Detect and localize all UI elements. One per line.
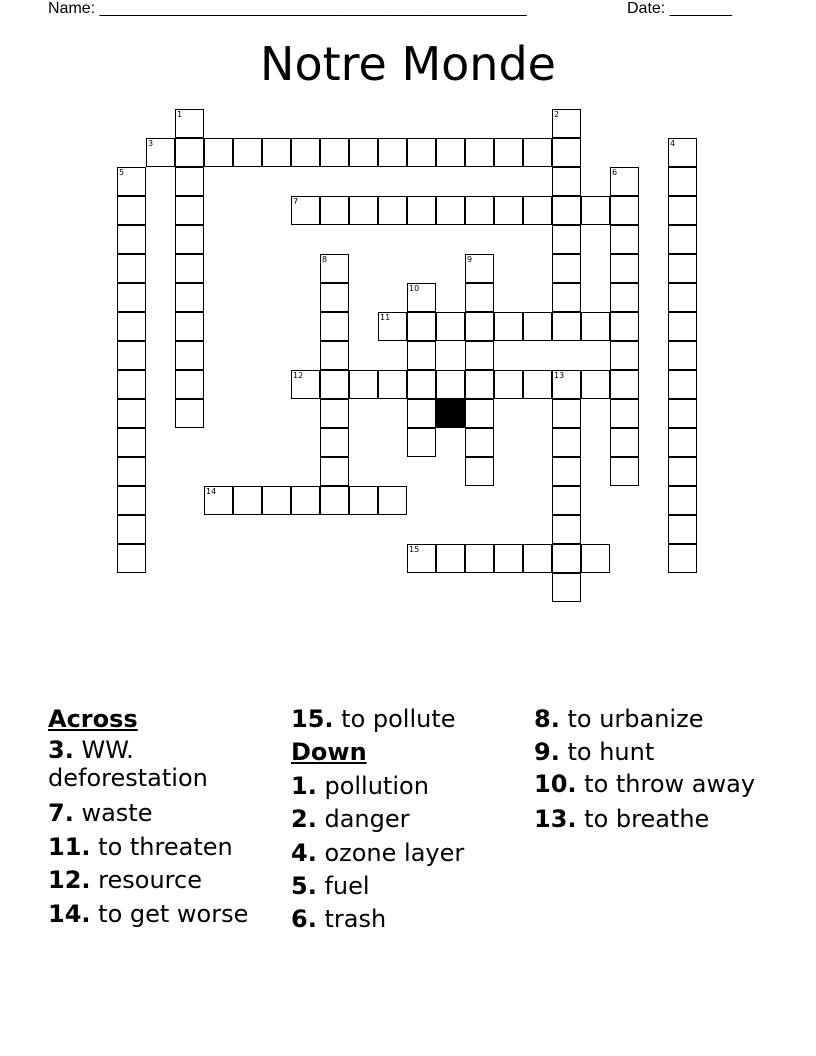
grid-cell[interactable] (668, 399, 697, 428)
grid-cell[interactable] (552, 167, 581, 196)
cell-number: 15 (409, 545, 420, 554)
grid-cell[interactable] (117, 544, 146, 573)
down-clue-8 (534, 703, 766, 736)
clue-number: 15. (291, 705, 334, 733)
clue-number: 14. (48, 899, 91, 928)
grid-cell[interactable] (552, 515, 581, 544)
grid-cell[interactable] (262, 486, 291, 515)
grid-cell[interactable] (291, 196, 320, 225)
cell-number: 4 (670, 139, 676, 148)
across-clue-3 (48, 736, 280, 792)
clue-text: resource (98, 866, 202, 895)
date-field-label: Date: _______ (627, 0, 732, 17)
grid-cell[interactable] (291, 138, 320, 167)
grid-cell[interactable] (610, 428, 639, 457)
cell-number: 11 (380, 313, 391, 322)
grid-cell[interactable] (552, 573, 581, 602)
clue-number: 7. (48, 799, 74, 828)
clue-text: trash (324, 905, 387, 934)
grid-cell[interactable] (117, 370, 146, 399)
grid-cell[interactable] (552, 428, 581, 457)
grid-cell[interactable] (523, 370, 552, 399)
grid-cell[interactable] (552, 399, 581, 428)
grid-cell[interactable] (552, 283, 581, 312)
clue-column-1 (48, 703, 280, 931)
grid-cell[interactable] (204, 138, 233, 167)
cell-number: 13 (554, 371, 565, 380)
cell-number: 14 (206, 487, 217, 496)
clue-number: 4. (291, 838, 317, 867)
grid-cell[interactable] (523, 544, 552, 573)
grid-cell[interactable] (581, 196, 610, 225)
clue-text: to urbanize (567, 705, 704, 733)
grid-cell[interactable] (494, 196, 523, 225)
grid-cell[interactable] (552, 457, 581, 486)
grid-cell[interactable] (465, 428, 494, 457)
cell-number: 8 (322, 255, 328, 264)
cell-number: 10 (409, 284, 420, 293)
grid-cell[interactable] (291, 370, 320, 399)
grid-cell[interactable] (349, 486, 378, 515)
across-clue-7 (48, 797, 280, 830)
grid-cell[interactable] (117, 283, 146, 312)
grid-cell[interactable] (668, 312, 697, 341)
grid-cell[interactable] (668, 138, 697, 167)
clue-number: 11. (48, 832, 91, 861)
down-clue-5 (291, 870, 523, 903)
grid-cell[interactable] (378, 196, 407, 225)
grid-cell[interactable] (610, 457, 639, 486)
grid-cell[interactable] (175, 196, 204, 225)
grid-cell[interactable] (552, 225, 581, 254)
clue-text: ozone layer (324, 838, 465, 867)
grid-cell[interactable] (233, 138, 262, 167)
grid-cell[interactable] (291, 486, 320, 515)
across-clue-11 (48, 831, 280, 864)
grid-cell[interactable] (610, 167, 639, 196)
grid-cell[interactable] (494, 312, 523, 341)
grid-cell[interactable] (378, 138, 407, 167)
grid-cell[interactable] (436, 544, 465, 573)
down-heading: Down (291, 738, 367, 767)
grid-cell[interactable] (668, 225, 697, 254)
grid-cell[interactable] (581, 312, 610, 341)
grid-cell[interactable] (668, 167, 697, 196)
grid-cell[interactable] (610, 283, 639, 312)
page-title: Notre Monde (260, 37, 556, 91)
grid-cell[interactable] (320, 341, 349, 370)
grid-cell[interactable] (378, 486, 407, 515)
cell-number: 1 (177, 110, 183, 119)
grid-cell[interactable] (175, 370, 204, 399)
grid-cell[interactable] (320, 138, 349, 167)
black-cell (436, 399, 465, 428)
grid-cell[interactable] (465, 341, 494, 370)
clue-text: danger (324, 805, 410, 834)
grid-cell[interactable] (465, 399, 494, 428)
grid-cell[interactable] (668, 428, 697, 457)
down-clue-1 (291, 770, 523, 803)
clue-number: 1. (291, 771, 317, 800)
clue-number: 3. (48, 736, 74, 765)
cell-number: 5 (119, 168, 125, 177)
grid-cell[interactable] (610, 225, 639, 254)
grid-cell[interactable] (465, 283, 494, 312)
grid-cell[interactable] (175, 254, 204, 283)
grid-cell[interactable] (552, 544, 581, 573)
grid-cell[interactable] (552, 138, 581, 167)
down-clue-13 (534, 803, 766, 836)
grid-cell[interactable] (668, 544, 697, 573)
grid-cell[interactable] (349, 196, 378, 225)
grid-cell[interactable] (378, 370, 407, 399)
grid-cell[interactable] (494, 544, 523, 573)
grid-cell[interactable] (668, 486, 697, 515)
clue-text: pollution (324, 771, 429, 800)
grid-cell[interactable] (117, 312, 146, 341)
grid-cell[interactable] (668, 370, 697, 399)
cell-number: 2 (554, 110, 560, 119)
cell-number: 3 (148, 139, 154, 148)
grid-cell[interactable] (523, 196, 552, 225)
grid-cell[interactable] (320, 486, 349, 515)
cell-number: 12 (293, 371, 304, 380)
grid-cell[interactable] (581, 370, 610, 399)
clue-number: 8. (534, 705, 560, 733)
grid-cell[interactable] (175, 399, 204, 428)
grid-cell[interactable] (117, 254, 146, 283)
grid-cell[interactable] (552, 196, 581, 225)
clue-text: to throw away (584, 769, 756, 798)
grid-cell[interactable] (320, 283, 349, 312)
grid-cell[interactable] (117, 457, 146, 486)
grid-cell[interactable] (117, 167, 146, 196)
clue-number: 12. (48, 866, 91, 895)
grid-cell[interactable] (175, 312, 204, 341)
clue-number: 2. (291, 805, 317, 834)
grid-cell[interactable] (581, 544, 610, 573)
down-clue-10 (534, 770, 766, 798)
grid-cell[interactable] (407, 138, 436, 167)
grid-cell[interactable] (175, 167, 204, 196)
grid-cell[interactable] (320, 457, 349, 486)
grid-cell[interactable] (320, 196, 349, 225)
grid-cell[interactable] (523, 312, 552, 341)
grid-cell[interactable] (117, 225, 146, 254)
grid-cell[interactable] (175, 138, 204, 167)
clue-number: 6. (291, 905, 317, 934)
grid-cell[interactable] (523, 138, 552, 167)
grid-cell[interactable] (436, 196, 465, 225)
down-clue-6 (291, 903, 523, 936)
grid-cell[interactable] (262, 138, 291, 167)
grid-cell[interactable] (610, 370, 639, 399)
cell-number: 6 (612, 168, 618, 177)
grid-cell[interactable] (668, 283, 697, 312)
clue-column-3 (534, 703, 766, 836)
clue-number: 13. (534, 804, 577, 833)
grid-cell[interactable] (407, 312, 436, 341)
grid-cell[interactable] (494, 370, 523, 399)
grid-cell[interactable] (320, 312, 349, 341)
grid-cell[interactable] (320, 399, 349, 428)
grid-cell[interactable] (349, 138, 378, 167)
grid-cell[interactable] (233, 486, 262, 515)
clue-number: 5. (291, 872, 317, 901)
grid-cell[interactable] (146, 138, 175, 167)
grid-cell[interactable] (465, 544, 494, 573)
grid-cell[interactable] (436, 370, 465, 399)
grid-cell[interactable] (320, 370, 349, 399)
grid-cell[interactable] (407, 370, 436, 399)
cell-number: 9 (467, 255, 473, 264)
grid-cell[interactable] (407, 399, 436, 428)
grid-cell[interactable] (117, 196, 146, 225)
grid-cell[interactable] (436, 312, 465, 341)
clue-column-2 (291, 703, 523, 937)
grid-cell[interactable] (465, 196, 494, 225)
grid-cell[interactable] (117, 486, 146, 515)
clue-text: WW. deforestation (48, 736, 208, 793)
across-clue-15 (291, 703, 523, 736)
clue-text: to threaten (98, 832, 233, 861)
grid-cell[interactable] (204, 486, 233, 515)
grid-cell[interactable] (494, 138, 523, 167)
grid-cell[interactable] (175, 225, 204, 254)
grid-cell[interactable] (349, 370, 378, 399)
clue-text: fuel (324, 872, 370, 901)
grid-cell[interactable] (175, 283, 204, 312)
grid-cell[interactable] (407, 428, 436, 457)
across-clue-14 (48, 898, 280, 931)
down-clue-2 (291, 803, 523, 836)
grid-cell[interactable] (117, 515, 146, 544)
grid-cell[interactable] (465, 370, 494, 399)
across-clue-12 (48, 864, 280, 897)
grid-cell[interactable] (668, 341, 697, 370)
grid-cell[interactable] (668, 515, 697, 544)
grid-cell[interactable] (610, 196, 639, 225)
clue-text: to pollute (341, 705, 456, 733)
clue-text: to get worse (98, 899, 249, 928)
grid-cell[interactable] (117, 341, 146, 370)
grid-cell[interactable] (465, 312, 494, 341)
grid-cell[interactable] (610, 254, 639, 283)
grid-cell[interactable] (436, 138, 465, 167)
grid-cell[interactable] (117, 428, 146, 457)
grid-cell[interactable] (407, 341, 436, 370)
grid-cell[interactable] (320, 254, 349, 283)
grid-cell[interactable] (407, 283, 436, 312)
clue-text: to hunt (567, 738, 655, 767)
clue-text: to breathe (584, 804, 710, 833)
grid-cell[interactable] (407, 196, 436, 225)
grid-cell[interactable] (552, 254, 581, 283)
down-clue-4 (291, 837, 523, 870)
clue-number: 9. (534, 738, 560, 767)
grid-cell[interactable] (117, 399, 146, 428)
grid-cell[interactable] (668, 196, 697, 225)
cell-number: 7 (293, 197, 299, 206)
grid-cell[interactable] (175, 341, 204, 370)
grid-cell[interactable] (610, 399, 639, 428)
clue-text: waste (81, 799, 153, 828)
grid-cell[interactable] (552, 109, 581, 138)
grid-cell[interactable] (552, 486, 581, 515)
grid-cell[interactable] (320, 428, 349, 457)
down-clue-9 (534, 736, 766, 769)
grid-cell[interactable] (407, 544, 436, 573)
grid-cell[interactable] (552, 370, 581, 399)
name-field-label: Name: ________________________________________________ (48, 0, 527, 17)
grid-cell[interactable] (668, 254, 697, 283)
grid-cell[interactable] (175, 109, 204, 138)
grid-cell[interactable] (465, 254, 494, 283)
grid-cell[interactable] (465, 457, 494, 486)
grid-cell[interactable] (668, 457, 697, 486)
grid-cell[interactable] (552, 312, 581, 341)
grid-cell[interactable] (465, 138, 494, 167)
across-heading: Across (48, 705, 138, 733)
grid-cell[interactable] (378, 312, 407, 341)
grid-cell[interactable] (610, 312, 639, 341)
grid-cell[interactable] (610, 341, 639, 370)
clue-number: 10. (534, 769, 577, 798)
